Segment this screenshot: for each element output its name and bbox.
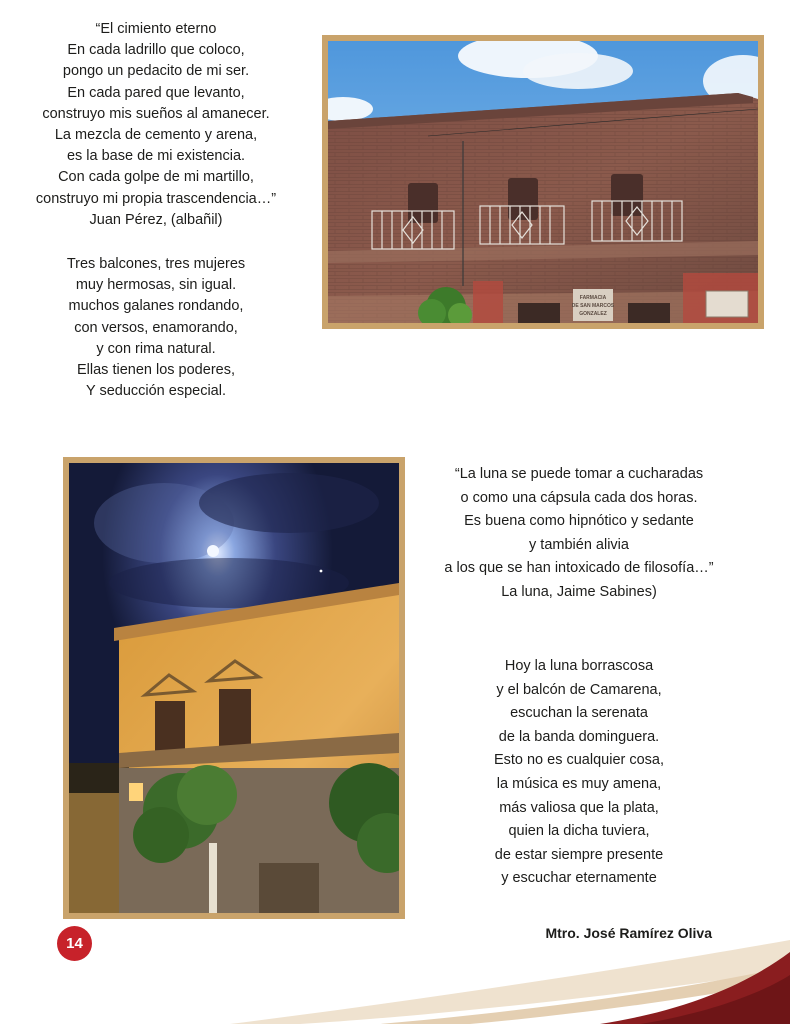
poem-la-luna [420, 463, 738, 605]
shop-sign-line: FARMACIA [579, 295, 607, 301]
poem-line: a los que se han intoxicado de filosofía…” [444, 560, 714, 577]
night-balcony-photo [63, 457, 405, 919]
poem-line: más valiosa que la plata, [499, 799, 659, 816]
poem-line: y también alivia [529, 536, 629, 553]
poem-line: y con rima natural. [96, 340, 216, 357]
poem-line: muy hermosas, sin igual. [75, 277, 237, 294]
poem-line: y el balcón de Camarena, [496, 681, 662, 698]
poem-line: La mezcla de cemento y arena, [54, 127, 258, 144]
poem-attribution: La luna, Jaime Sabines) [501, 583, 657, 600]
poem-line: En cada ladrillo que coloco, [67, 42, 245, 59]
poem-line: Ellas tienen los poderes, [77, 362, 235, 379]
poem-tres-balcones [20, 254, 292, 402]
poem-line: construyo mis sueños al amanecer. [42, 105, 270, 122]
night-moon-illustration [69, 463, 399, 913]
poem-line: pongo un pedacito de mi ser. [62, 63, 250, 80]
poem-line: y escuchar eternamente [501, 870, 657, 887]
poem-line: Y seducción especial. [86, 383, 226, 400]
page-number-badge: 14 [57, 926, 92, 961]
author-signature: Mtro. José Ramírez Oliva [545, 925, 712, 941]
poem-el-cimiento-eterno [20, 19, 292, 231]
building-photo [322, 35, 764, 329]
poem-hoy-la-luna [440, 655, 718, 891]
shop-sign-line: GONZALEZ [579, 311, 607, 317]
poem-attribution: Juan Pérez, (albañil) [89, 211, 223, 228]
poem-line: quien la dicha tuviera, [508, 823, 650, 840]
building-facade-illustration [328, 41, 758, 323]
poem-line: o como una cápsula cada dos horas. [460, 489, 698, 506]
poem-line: “El cimiento eterno [95, 21, 217, 37]
poem-line: Es buena como hipnótico y sedante [464, 513, 694, 530]
poem-line: la música es muy amena, [496, 775, 662, 792]
poem-line: Hoy la luna borrascosa [504, 658, 654, 674]
shop-sign-line: DE SAN MARCOS [571, 303, 615, 309]
poem-line: construyo mi propia trascendencia…” [35, 190, 277, 207]
poem-line: Esto no es cualquier cosa, [493, 752, 665, 769]
poem-line: Tres balcones, tres mujeres [66, 256, 246, 272]
poem-line: con versos, enamorando, [74, 319, 238, 336]
poem-line: Con cada golpe de mi martillo, [58, 169, 254, 186]
footer-swoosh-decoration [0, 930, 790, 1024]
poem-line: muchos galanes rondando, [68, 298, 244, 315]
poem-line: escuchan la serenata [510, 705, 648, 722]
poem-line: En cada pared que levanto, [67, 84, 245, 101]
poem-line: de la banda dominguera. [498, 728, 660, 745]
poem-line: de estar siempre presente [494, 846, 664, 863]
poem-line: “La luna se puede tomar a cucharadas [454, 466, 704, 482]
poem-line: es la base de mi existencia. [66, 148, 246, 165]
